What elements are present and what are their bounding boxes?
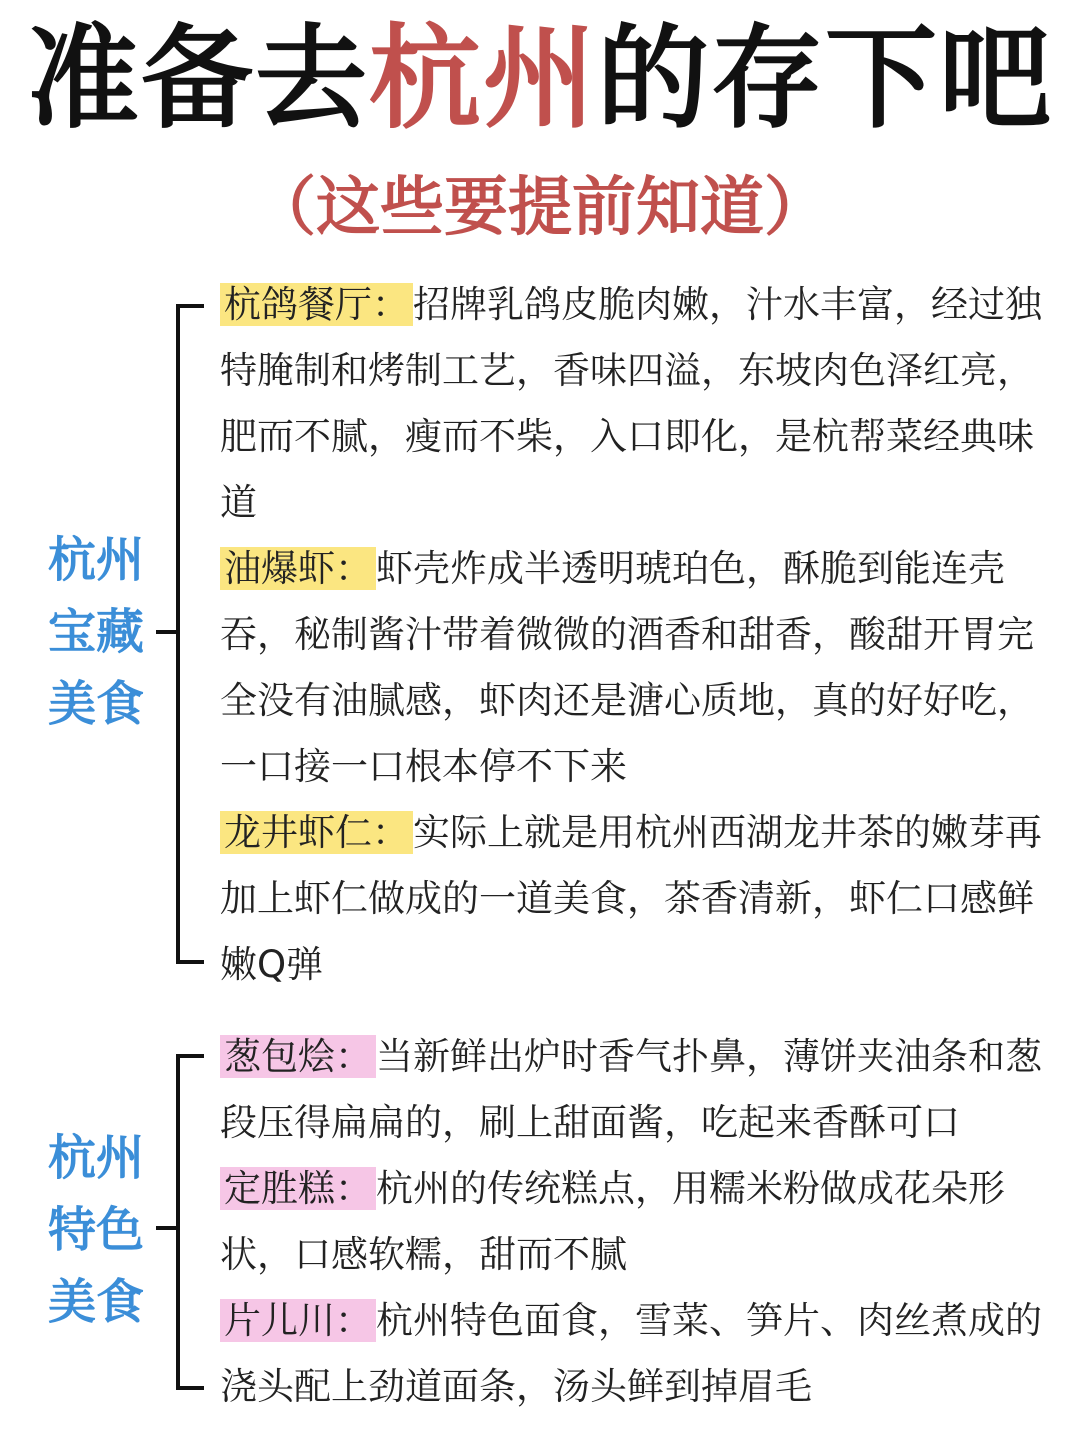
section-bracket-tick bbox=[156, 1226, 178, 1230]
food-description: 虾壳炸成半透明琥珀色，酥脆到能连壳吞，秘制酱汁带着微微的酒香和甜香，酸甜开胃完全没有油腻感，虾肉还是溏心质地，真的好好吃，一口接一口根本停不下来 bbox=[220, 547, 1034, 788]
food-name-tag: 龙井虾仁： bbox=[220, 811, 413, 854]
food-description: 杭州的传统糕点，用糯米粉做成花朵形状，口感软糯，甜而不腻 bbox=[220, 1167, 1005, 1276]
food-item bbox=[220, 1024, 1052, 1156]
page-title bbox=[0, 14, 1080, 144]
title-suffix: 的存下吧 bbox=[597, 14, 1053, 144]
section-label-line: 美食 bbox=[48, 1274, 145, 1330]
section-bracket-tick bbox=[156, 630, 178, 634]
food-name-tag: 片儿川： bbox=[220, 1299, 376, 1342]
section-bracket bbox=[176, 1054, 204, 1390]
section-content bbox=[220, 272, 1052, 998]
page-subtitle: （这些要提前知道） bbox=[252, 171, 828, 245]
food-description: 杭州特色面食，雪菜、笋片、肉丝煮成的浇头配上劲道面条，汤头鲜到掉眉毛 bbox=[220, 1299, 1042, 1408]
section-label bbox=[48, 524, 158, 740]
food-description: 实际上就是用杭州西湖龙井茶的嫩芽再加上虾仁做成的一道美食，茶香清新，虾仁口感鲜嫩Q弹 bbox=[220, 811, 1042, 986]
section-content bbox=[220, 1024, 1052, 1420]
food-name-tag: 杭鸽餐厅： bbox=[220, 283, 413, 326]
food-description: 当新鲜出炉时香气扑鼻，薄饼夹油条和葱段压得扁扁的，刷上甜面酱，吃起来香酥可口 bbox=[220, 1035, 1042, 1144]
section-label bbox=[48, 1122, 158, 1338]
food-name-tag: 油爆虾： bbox=[220, 547, 376, 590]
food-name-tag: 定胜糕： bbox=[220, 1167, 376, 1210]
title-highlight: 杭州 bbox=[369, 14, 597, 144]
food-item bbox=[220, 272, 1052, 536]
food-item bbox=[220, 800, 1052, 998]
food-item bbox=[220, 536, 1052, 800]
section-label-line: 杭州 bbox=[48, 532, 145, 588]
section-label-line: 宝藏 bbox=[48, 604, 145, 660]
section-label-line: 杭州 bbox=[48, 1130, 145, 1186]
food-name-tag: 葱包烩： bbox=[220, 1035, 376, 1078]
section-label-line: 特色 bbox=[48, 1202, 145, 1258]
food-item bbox=[220, 1288, 1052, 1420]
title-prefix: 准备去 bbox=[27, 14, 369, 144]
food-description: 招牌乳鸽皮脆肉嫩，汁水丰富，经过独特腌制和烤制工艺，香味四溢，东坡肉色泽红亮，肥而不腻，瘦而不柴，入口即化，是杭帮菜经典味道 bbox=[220, 283, 1042, 524]
food-item bbox=[220, 1156, 1052, 1288]
section-label-line: 美食 bbox=[48, 676, 145, 732]
section-bracket bbox=[176, 304, 204, 964]
